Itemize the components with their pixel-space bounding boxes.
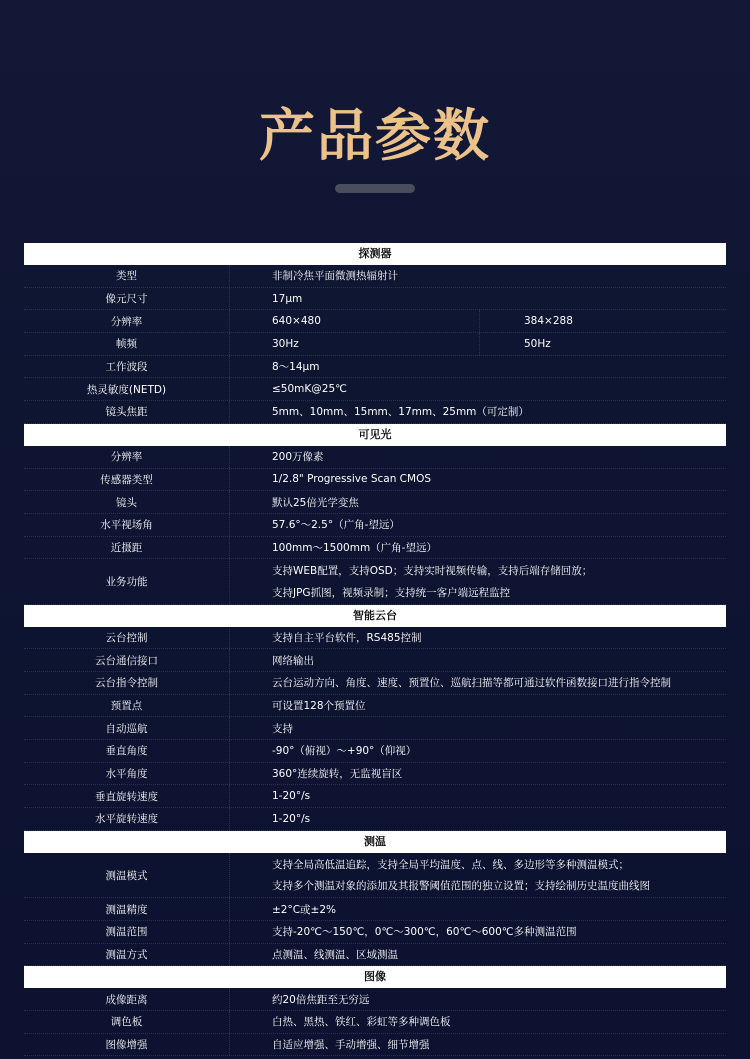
spec-label: 云台通信接口 <box>24 649 230 671</box>
spec-label: 测温模式 <box>24 853 230 897</box>
spec-label: 镜头焦距 <box>24 401 230 423</box>
spec-label: 类型 <box>24 265 230 287</box>
section-header: 图像 <box>24 966 726 988</box>
spec-label: 云台指令控制 <box>24 672 230 694</box>
spec-value-line: 支持JPG抓图，视频录制；支持统一客户端远程监控 <box>272 586 511 599</box>
spec-value: 1/2.8" Progressive Scan CMOS <box>272 473 432 486</box>
spec-row <box>24 378 726 401</box>
spec-row <box>24 695 726 718</box>
spec-row <box>24 333 726 356</box>
spec-value-line: 支持WEB配置，支持OSD；支持实时视频传输，支持后端存储回放； <box>272 565 593 578</box>
spec-label: 水平旋转速度 <box>24 808 230 830</box>
spec-label: 图像增强 <box>24 1034 230 1056</box>
spec-row <box>24 1034 726 1057</box>
spec-row <box>24 944 726 967</box>
spec-value: 默认25倍光学变焦 <box>272 496 359 509</box>
spec-label: 热灵敏度(NETD) <box>24 378 230 400</box>
spec-label: 分辨率 <box>24 446 230 468</box>
section-header: 探测器 <box>24 243 726 265</box>
spec-value: 57.6°～2.5°（广角-望远） <box>272 519 400 532</box>
spec-value: 云台运动方向、角度、速度、预置位、巡航扫描等都可通过软件函数接口进行指令控制 <box>272 677 671 690</box>
spec-row <box>24 288 726 311</box>
spec-row <box>24 559 726 604</box>
spec-label: 预置点 <box>24 695 230 717</box>
spec-label: 垂直旋转速度 <box>24 785 230 807</box>
spec-row <box>24 446 726 469</box>
spec-value: 支持-20℃～150℃，0℃～300℃，60℃～600℃多种测温范围 <box>272 926 577 939</box>
spec-row <box>24 310 726 333</box>
spec-row <box>24 356 726 379</box>
spec-value: 360°连续旋转，无监视盲区 <box>272 768 403 781</box>
spec-table <box>24 243 726 1056</box>
spec-row <box>24 514 726 537</box>
spec-row <box>24 898 726 921</box>
spec-value: 30Hz <box>230 333 480 355</box>
spec-row <box>24 853 726 898</box>
title-underline-bar <box>335 184 415 193</box>
spec-row <box>24 265 726 288</box>
spec-value: 200万像素 <box>272 451 324 464</box>
spec-row <box>24 921 726 944</box>
spec-value: 8～14μm <box>272 361 320 374</box>
spec-label: 测温精度 <box>24 898 230 920</box>
spec-label: 像元尺寸 <box>24 288 230 310</box>
spec-row <box>24 469 726 492</box>
spec-value: ±2°C或±2% <box>272 903 337 916</box>
spec-label: 测温范围 <box>24 921 230 943</box>
spec-value-line: 支持全局高低温追踪，支持全局平均温度、点、线、多边形等多种测温模式； <box>272 858 629 871</box>
spec-value: 支持 <box>272 722 293 735</box>
spec-value: 17μm <box>272 292 303 305</box>
page-title: 产品参数 <box>259 104 491 169</box>
spec-value: 支持自主平台软件，RS485控制 <box>272 631 422 644</box>
spec-value: 网络输出 <box>272 654 314 667</box>
spec-row <box>24 491 726 514</box>
spec-value: 非制冷焦平面微测热辐射计 <box>272 270 398 283</box>
spec-row <box>24 649 726 672</box>
spec-label: 成像距离 <box>24 988 230 1010</box>
section-header: 智能云台 <box>24 605 726 627</box>
spec-row <box>24 627 726 650</box>
spec-value-alt: 50Hz <box>524 337 551 350</box>
spec-value-alt: 384×288 <box>524 315 573 328</box>
spec-label: 分辨率 <box>24 310 230 332</box>
spec-row <box>24 808 726 831</box>
spec-value: 1-20°/s <box>272 790 311 803</box>
spec-label: 调色板 <box>24 1011 230 1033</box>
spec-label: 水平角度 <box>24 763 230 785</box>
spec-label: 云台控制 <box>24 627 230 649</box>
spec-label: 业务功能 <box>24 559 230 603</box>
spec-value: 100mm～1500mm（广角-望远） <box>272 541 437 554</box>
spec-label: 垂直角度 <box>24 740 230 762</box>
spec-label: 传感器类型 <box>24 469 230 491</box>
spec-row <box>24 1011 726 1034</box>
spec-label: 自动巡航 <box>24 717 230 739</box>
spec-value <box>230 559 726 603</box>
spec-value: 1-20°/s <box>272 812 311 825</box>
spec-row <box>24 785 726 808</box>
spec-label: 水平视场角 <box>24 514 230 536</box>
spec-value: 自适应增强、手动增强、细节增强 <box>272 1039 430 1051</box>
spec-label: 帧频 <box>24 333 230 355</box>
section-header: 可见光 <box>24 424 726 446</box>
spec-value: ≤50mK@25℃ <box>272 383 347 396</box>
spec-value <box>230 853 726 897</box>
spec-label: 近摄距 <box>24 537 230 559</box>
spec-value: 5mm、10mm、15mm、17mm、25mm（可定制） <box>272 406 529 419</box>
section-header: 测温 <box>24 831 726 853</box>
spec-value: 640×480 <box>230 310 480 332</box>
spec-label: 测温方式 <box>24 944 230 966</box>
spec-label: 镜头 <box>24 491 230 513</box>
spec-row <box>24 672 726 695</box>
spec-value: 可设置128个预置位 <box>272 700 366 713</box>
spec-row <box>24 717 726 740</box>
spec-row <box>24 537 726 560</box>
spec-row <box>24 988 726 1011</box>
spec-value: -90°（俯视）～+90°（仰视） <box>272 745 417 758</box>
spec-row <box>24 763 726 786</box>
spec-row <box>24 401 726 424</box>
spec-row <box>24 740 726 763</box>
spec-label: 工作波段 <box>24 356 230 378</box>
spec-value: 白热、黑热、铁红、彩虹等多种调色板 <box>272 1016 451 1029</box>
spec-value-line: 支持多个测温对象的添加及其报警阈值范围的独立设置；支持绘制历史温度曲线图 <box>272 880 650 893</box>
spec-value: 约20倍焦距至无穷远 <box>272 993 370 1006</box>
spec-value: 点测温、线测温、区域测温 <box>272 948 398 961</box>
